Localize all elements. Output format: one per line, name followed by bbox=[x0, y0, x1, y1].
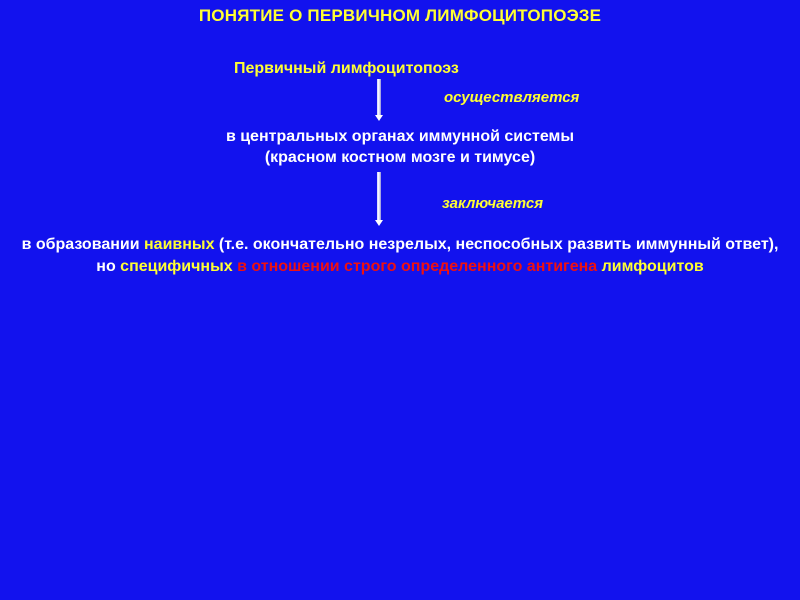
down-arrow-icon bbox=[372, 79, 386, 121]
lymphocytes-highlight: лимфоцитов bbox=[601, 258, 704, 275]
central-organs-line-2: (красном костном мозге и тимусе) bbox=[264, 149, 536, 166]
definition-paragraph bbox=[10, 234, 790, 278]
connector-label-1: осуществляется bbox=[444, 89, 580, 106]
arrow-head bbox=[375, 220, 383, 226]
connector-label-2: заключается bbox=[442, 195, 544, 212]
specific-highlight: специфичных bbox=[120, 258, 233, 275]
definition-text-2: (т.е. окончательно незрелых, неспособных развить иммунный ответ), но bbox=[96, 236, 779, 275]
central-organs-text bbox=[0, 126, 800, 168]
slide-title: ПОНЯТИЕ О ПЕРВИЧНОМ ЛИМФОЦИТОПОЭЗЕ bbox=[198, 6, 602, 25]
down-arrow-icon bbox=[372, 172, 386, 226]
arrow-shaft bbox=[377, 79, 381, 115]
arrow-head bbox=[375, 115, 383, 121]
antigen-highlight: в отношении строго определенного антигена bbox=[237, 258, 598, 275]
subject-text: Первичный лимфоцитопоэз bbox=[234, 60, 459, 77]
central-organs-line-1: в центральных органах иммунной системы bbox=[225, 128, 575, 145]
arrow-shaft bbox=[377, 172, 381, 220]
definition-text-1: в образовании bbox=[21, 236, 144, 253]
naive-highlight: наивных bbox=[144, 236, 215, 253]
